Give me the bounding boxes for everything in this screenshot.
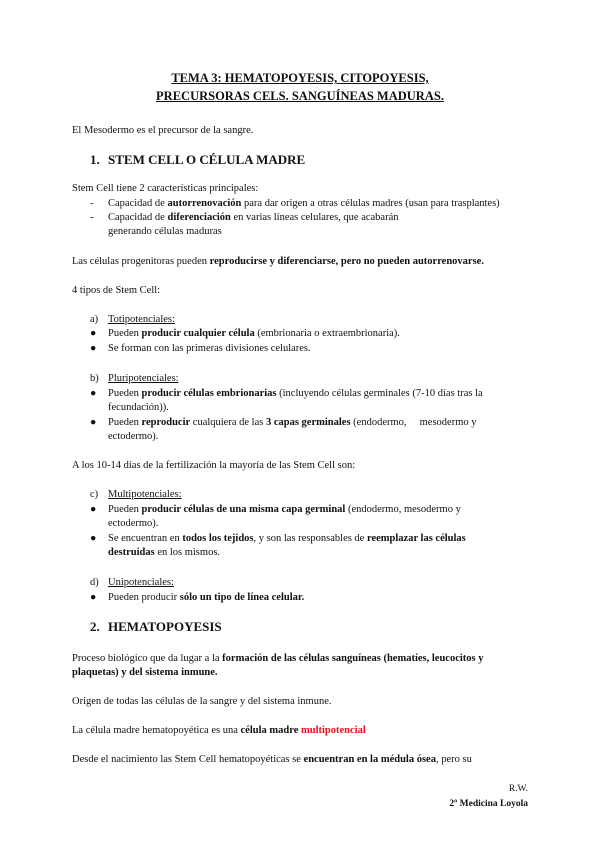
type-c-bullet-1-cont: ectodermo). [108, 518, 159, 529]
characteristic-item-2-cont: generando células maduras [108, 226, 222, 237]
doc-title-line2: PRECURSORAS CELS. SANGUÍNEAS MADURAS. [156, 89, 444, 103]
type-b-bullet-1-cont: fecundación)). [108, 402, 169, 413]
dot-bullet: ● [90, 343, 97, 354]
dash-bullet: - [90, 198, 94, 209]
footer-initials: R.W. [508, 784, 528, 794]
progenitors-text: Las células progenitoras pueden reproducirse y diferenciarse, pero no pueden autorrenovarse. [72, 256, 484, 267]
type-a-letter: a) [90, 314, 99, 325]
hema-paragraph-4: Desde el nacimiento las Stem Cell hematopoyéticas se encuentran en la médula ósea, pero su [72, 754, 472, 765]
type-c-letter: c) [90, 489, 99, 500]
type-d-name: Unipotenciales: [108, 577, 174, 588]
type-d-letter: d) [90, 577, 99, 588]
types-intro: 4 tipos de Stem Cell: [72, 285, 161, 296]
type-c-bullet-2-cont: destruidas en los mismos. [108, 547, 221, 558]
stem-cell-note: A los 10-14 días de la fertilización la mayoría de las Stem Cell son: [72, 460, 356, 471]
type-b-name: Pluripotenciales: [108, 373, 179, 384]
characteristics-intro: Stem Cell tiene 2 características principales: [72, 183, 259, 194]
type-b-bullet-2: Pueden reproducir cualquiera de las 3 capas germinales (endodermo, mesodermo y [108, 417, 477, 428]
dash-bullet: - [90, 212, 94, 223]
characteristic-item-2: Capacidad de diferenciación en varias líneas celulares, que acabarán [108, 212, 399, 223]
hema-paragraph-3: La célula madre hematopoyética es una célula madre multipotencial [72, 725, 366, 736]
footer-course: 2º Medicina Loyola [449, 799, 528, 809]
hema-paragraph-2: Origen de todas las células de la sangre y del sistema inmune. [72, 696, 332, 707]
dot-bullet: ● [90, 328, 97, 339]
doc-title-line1: TEMA 3: HEMATOPOYESIS, CITOPOYESIS, [171, 71, 429, 85]
hema-paragraph-1-cont: plaquetas) y del sistema inmune. [72, 667, 218, 678]
type-c-name: Multipotenciales: [108, 489, 182, 500]
dot-bullet: ● [90, 504, 97, 515]
type-b-bullet-1: Pueden producir células embrionarias (incluyendo células germinales (7-10 días tras la [108, 388, 483, 399]
dot-bullet: ● [90, 417, 97, 428]
intro-text: El Mesodermo es el precursor de la sangre. [72, 125, 254, 136]
section2-title: HEMATOPOYESIS [108, 619, 222, 634]
type-a-name: Totipotenciales: [108, 314, 175, 325]
characteristic-item-1: Capacidad de autorrenovación para dar origen a otras células madres (usan para trasplantes) [108, 198, 500, 209]
type-a-bullet-2: Se forman con las primeras divisiones celulares. [108, 343, 311, 354]
type-c-bullet-1: Pueden producir células de una misma capa germinal (endodermo, mesodermo y [108, 504, 461, 515]
dot-bullet: ● [90, 533, 97, 544]
dot-bullet: ● [90, 592, 97, 603]
type-d-bullet-1: Pueden producir sólo un tipo de línea celular. [108, 592, 305, 603]
type-b-bullet-2-cont: ectodermo). [108, 431, 159, 442]
type-b-letter: b) [90, 373, 99, 384]
hema-paragraph-1: Proceso biológico que da lugar a la formación de las células sanguíneas (hematíes, leucocitos y [72, 653, 484, 664]
section1-number: 1. [90, 152, 100, 167]
section2-number: 2. [90, 619, 100, 634]
type-a-bullet-1: Pueden producir cualquier célula (embrionaria o extraembrionaria). [108, 328, 400, 339]
section1-title: STEM CELL O CÉLULA MADRE [108, 152, 306, 167]
dot-bullet: ● [90, 388, 97, 399]
type-c-bullet-2: Se encuentran en todos los tejidos, y son las responsables de reemplazar las células [108, 533, 466, 544]
